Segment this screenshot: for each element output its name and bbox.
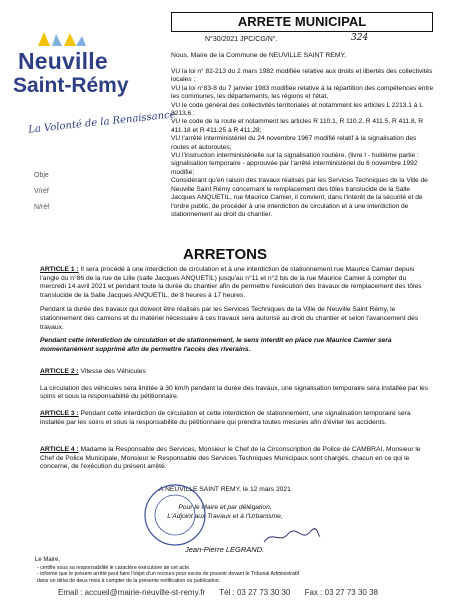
signatory-name: Jean-Pierre LEGRAND.	[185, 545, 265, 554]
article-3-label: ARTICLE 3 :	[40, 410, 79, 417]
contact-phone: Tél : 03 27 73 30 30	[219, 588, 291, 597]
considerant-item: VU l'arrêté interministériel du 24 novembre 1967 modifié relatif à la signalisation des routes et autoroutes;	[171, 135, 417, 151]
article-2	[40, 368, 430, 402]
contact-footer	[58, 588, 438, 597]
article-3-text: Pendant cette interdiction de circulation et cette interdiction de stationnement, une signalisation temporaire sera installée par les soins et sous la responsabilité du pétitionnaire qui prendra toutes mesures afin d'éviter les accidents.	[40, 410, 411, 426]
article-4-label: ARTICLE 4 :	[40, 446, 79, 453]
article-1-text2: Pendant la durée des travaux qui doivent être réalisés par les Services Techniques de la Ville de Neuville Saint Rémy, le stationnement des camions et du matériel nécessaire à ces travaux sera autorisé au droit du chantier et selon l'avancement des travaux.	[40, 306, 419, 331]
article-2-title: Vitesse des Véhicules	[80, 368, 146, 375]
section-title: ARRETONS	[183, 246, 267, 263]
side-labels	[34, 168, 49, 216]
signature-line2: L'Adjoint aux Travaux et à l'Urbanisme,	[167, 513, 283, 520]
article-4	[40, 446, 430, 472]
article-4-text: Madame la Responsable des Services, Monsieur le Chef de la Circonscription de Police de CAMBRAI, Monsieur le Chef de Police Municipale, Monsieur le Responsable des Services Techniques Municipaux sont chargés, chacun en ce qui le concerne, de l'exécution du présent arrêté.	[40, 446, 421, 471]
article-1-label: ARTICLE 1 :	[40, 266, 79, 273]
le-maire-label: Le Maire,	[35, 557, 61, 563]
considerant-item: VU la loi n° 82-213 du 2 mars 1982 modifiée relative aux droits et libertés des collectivités locales ;	[171, 68, 433, 84]
considerant-item: VU le code de la route et notamment les articles R 110.1, R 110.2, R 411.5, R 411.8, R 411.18 et R 411.25 à R 411.28;	[171, 118, 424, 134]
your-ref-label: V/réf	[34, 188, 49, 195]
considerant-item: VU la loi n°83-8 du 7 janvier 1983 modifiée relative à la répartition des compétences entre les communes, les départements, les régions et l'état,	[171, 84, 434, 101]
document-title: ARRETE MUNICIPAL	[171, 12, 433, 32]
intro-text: Nous, Maire de la Commune de NEUVILLE SAINT REMY,	[171, 52, 347, 59]
considerants-block	[171, 68, 436, 219]
signature-line1: Pour le Maire et par délégation,	[178, 504, 272, 511]
considerant-item: Considérant qu'en raison des travaux réalisés par les Services Techniques de la Ville de Neuville Saint Rémy concernant le remplacement des tôles translucide de la Salle Jacques ANQUETIL, rue Maurice Camier, il convient, dans l'intérêt de la sécurité et de l'ordre public, de procéder à une interdiction de circulation et à une interdiction de stationnement au droit du chantier.	[171, 177, 428, 218]
footer-note: - certifie sous sa responsabilité le caractère exécutoire de cet acte.	[37, 565, 191, 571]
footer-note: - informe que le présent arrêté peut faire l'objet d'un recours pour excès de pouvoir devant le Tribunal Administratif	[37, 571, 300, 578]
logo-name-line2: Saint-Rémy	[13, 74, 129, 97]
logo-rays	[38, 32, 86, 46]
handwritten-signature	[262, 528, 322, 546]
footer-notes	[37, 565, 417, 584]
logo-slogan: La Volonté de la Renaissance	[27, 109, 177, 136]
official-stamp	[140, 480, 210, 550]
signature-place-date: A NEUVILLE SAINT REMY, le 12 mars 2021	[159, 486, 291, 493]
logo-name-line1: Neuville	[18, 48, 108, 74]
article-1	[40, 266, 430, 354]
article-1-emphasis: Pendant cette interdiction de circulation et de stationnement, le sens interdit en place rue Maurice Camier sera momentanément supprimé afin de permettre l'accès des riverains.	[40, 337, 392, 353]
footer-note: dans un délai de deux mois à compter de la présente notification ou publication.	[37, 577, 221, 584]
contact-email[interactable]: Email : accueil@mairie-neuville-st-remy.fr	[58, 588, 206, 597]
article-1-text: Il sera procédé à une interdiction de circulation et à une interdiction de stationnement rue Maurice Camier depuis l'angle du n°86 de la rue de Lille (salle Jacques ANQUETIL) jusqu'au n°11 et n°2 bis de la rue Maurice Camier à compter du mercredi 14 avril 2021 et pendant toute la durée du chantier afin de permettre l'exécution des travaux de remplacement des tôles translucide de la Salle Jacques ANQUETIL, de 8 heures à 17 heures.	[40, 266, 422, 299]
contact-fax: Fax : 03 27 73 30 38	[304, 588, 378, 597]
reference-line: N°30/2021 JPC/CG/N°.	[205, 36, 278, 43]
article-2-text: La circulation des véhicules sera limitée à 30 km/h pendant la durée des travaux, une signalisation temporaire sera installée par les soins et sous la responsabilité du pétitionnaire.	[40, 384, 429, 401]
considerant-item: VU l'instruction interministérielle sur la signalisation routière, (livre I - huitième partie : signalisation temporaire - approuvée par l'arrêté interministériel du 6 novembre 1992 modifié;	[171, 152, 419, 176]
considerant-item: VU le code général des collectivités territoriales et notamment les articles L 2213.1 à L 2213.6 ;	[171, 101, 423, 118]
our-ref-label: N/réf	[34, 204, 50, 211]
article-3	[40, 410, 430, 427]
reference-number: 324	[351, 33, 369, 43]
object-label: Obje	[34, 172, 49, 179]
article-2-label: ARTICLE 2 :	[40, 368, 79, 375]
